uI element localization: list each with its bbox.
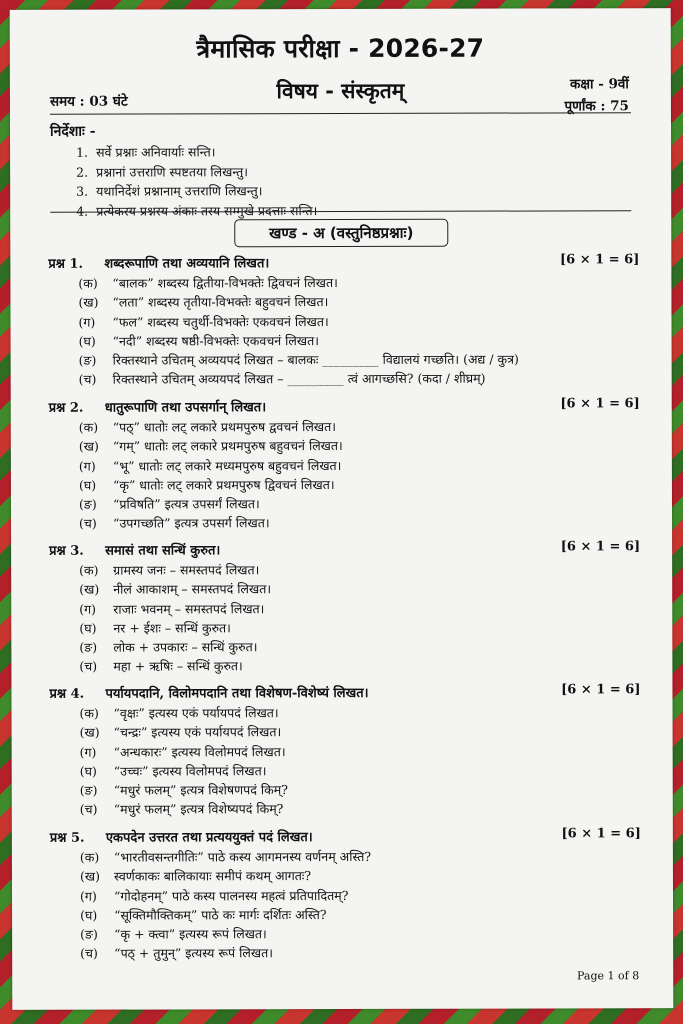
exam-title: त्रैमासिक परीक्षा - 2026-27	[196, 33, 485, 64]
item-label: (क)	[79, 562, 99, 578]
instructions-list	[76, 142, 317, 221]
question-item	[50, 800, 641, 821]
question-item	[48, 273, 639, 294]
item-label: (घ)	[78, 477, 97, 493]
item-label: (ङ)	[79, 639, 98, 655]
item-text: “वृक्षः” इत्यस्य एकं पर्यायपदं लिखत।	[113, 705, 279, 721]
question-marks: [6 × 1 = 6]	[561, 682, 641, 698]
instruction-item: 1. सर्वे प्रश्नाः अनिवार्याः सन्ति।	[76, 144, 216, 160]
item-text: “भू” धातोः लट् लकारे मध्यमपुरुष बहुवचनं लिखत।	[112, 457, 342, 474]
instructions-heading: निर्देशाः -	[49, 123, 96, 140]
item-label: (ङ)	[79, 782, 98, 798]
question-number: प्रश्न 4.	[49, 686, 85, 702]
item-label: (ख)	[79, 868, 100, 884]
item-text: “गम्” धातोः लट् लकारे प्रथमपुरुष बहुवचनं लिखत।	[112, 438, 343, 454]
item-text: “चन्द्रः” इत्यस्य एकं पर्यायपदं लिखत।	[113, 724, 282, 740]
item-text: “मधुरं फलम्” इत्यत्र विशेष्यपदं किम्?	[113, 801, 284, 818]
item-label: (च)	[78, 372, 97, 388]
section-heading: खण्ड - अ (वस्तुनिष्ठप्रश्नाः)	[234, 219, 448, 248]
item-text: “पठ् + तुमुन्” इत्यस्य रूपं लिखत।	[114, 945, 273, 962]
question-title: एकपदेन उत्तरत तथा प्रत्यययुक्तं पदं लिखत।	[105, 830, 313, 846]
question-marks: [6 × 1 = 6]	[560, 396, 640, 412]
question-item	[50, 703, 641, 724]
item-text: राजाः भवनम् – समस्तपदं लिखत।	[113, 600, 265, 617]
question-item	[49, 514, 640, 535]
item-label: (घ)	[80, 907, 98, 923]
item-text: लोक + उपकारः – सन्धिं कुरुत।	[113, 639, 258, 655]
question-item	[50, 723, 641, 744]
item-text: “नदी” शब्दस्य षष्ठी-विभक्तेः एकवचनं लिखत।	[112, 332, 320, 349]
item-text: रिक्तस्थाने उचितम् अव्ययपदं लिखत – बालकः _________ विद्यालयं गच्छति। (अद्य / कुत्र)	[112, 351, 519, 368]
question-item	[49, 370, 640, 391]
question-number: प्रश्न 5.	[49, 830, 85, 846]
question-block	[50, 826, 641, 964]
item-label: (घ)	[79, 620, 97, 636]
question-item	[49, 417, 640, 438]
item-label: (च)	[79, 802, 98, 818]
item-text: “सूक्तिमौक्तिकम्” पाठे कः मार्गः दर्शितः अस्ति?	[114, 906, 327, 923]
question-item	[50, 924, 641, 945]
exam-full-marks: पूर्णांक : 75	[564, 98, 629, 115]
question-item	[50, 847, 641, 868]
item-label: (ङ)	[78, 496, 97, 512]
instruction-item: 4. प्रत्येकस्य प्रश्नस्य अंकाः तस्य सम्मुखे प्रदत्ताः सन्ति।	[76, 202, 318, 219]
question-heading	[49, 396, 640, 419]
question-item	[49, 580, 640, 601]
exam-duration: समय : 03 घंटे	[49, 93, 128, 110]
question-item	[48, 312, 639, 333]
item-label: (ग)	[79, 888, 97, 904]
item-text: “भारतीवसन्तगीतिः” पाठे कस्य आगमनस्य वर्णनम् अस्ति?	[113, 848, 372, 865]
item-label: (क)	[78, 419, 99, 435]
question-heading	[49, 539, 640, 562]
question-item	[49, 331, 640, 352]
item-text: “गोदोहनम्” पाठे कस्य पालनस्य महत्वं प्रतिपादितम्?	[113, 887, 349, 904]
item-text: रिक्तस्थाने उचितम् अव्ययपदं लिखत – _________ त्वं आगच्छसि? (कदा / शीघ्रम्)	[112, 371, 486, 388]
item-text: “उच्चः” इत्यस्य विलोमपदं लिखत।	[113, 763, 267, 779]
page-number: Page 1 of 8	[577, 969, 640, 983]
item-label: (घ)	[78, 333, 96, 349]
item-text: ग्रामस्य जनः – समस्तपदं लिखत।	[113, 562, 260, 578]
question-marks: [6 × 1 = 6]	[561, 826, 641, 842]
question-title: धातुरूपाणि तथा उपसर्गान् लिखत।	[104, 400, 267, 416]
item-label: (क)	[78, 275, 98, 291]
item-label: (क)	[79, 705, 99, 721]
item-label: (घ)	[79, 763, 97, 779]
exam-subject: विषय - संस्कृतम्	[276, 78, 405, 104]
item-label: (क)	[79, 849, 100, 865]
question-item	[49, 618, 640, 639]
item-label: (ग)	[79, 744, 97, 760]
question-item	[49, 657, 640, 678]
item-text: “अन्धकारः” इत्यस्य विलोमपदं लिखत।	[113, 743, 286, 760]
question-block	[49, 539, 640, 677]
question-item	[50, 886, 641, 907]
question-title: समासं तथा सन्धिं कुरुत।	[105, 543, 221, 559]
question-heading	[48, 252, 639, 275]
question-item	[50, 742, 641, 763]
question-item	[49, 456, 640, 477]
item-text: “प्रविषति” इत्यत्र उपसर्गं लिखत।	[112, 496, 260, 512]
item-label: (ख)	[79, 581, 100, 597]
question-number: प्रश्न 3.	[49, 543, 84, 559]
item-label: (च)	[80, 946, 98, 962]
question-item	[49, 494, 640, 515]
item-text: “बालक” शब्दस्य द्वितीया-विभक्तेः द्विवचनं लिखत।	[112, 275, 338, 291]
question-item	[50, 905, 641, 926]
question-title: पर्यायपदानि, विलोमपदानि तथा विशेषण-विशेष्यं लिखत।	[105, 685, 369, 702]
item-label: (ख)	[78, 294, 99, 310]
item-text: नीलं आकाशम् – समस्तपदं लिखत।	[113, 581, 272, 597]
question-item	[49, 437, 640, 458]
item-label: (च)	[79, 516, 97, 532]
item-label: (ग)	[78, 458, 96, 474]
item-label: (ग)	[79, 601, 97, 617]
question-item	[49, 637, 640, 658]
item-text: “फल” शब्दस्य चतुर्थी-विभक्तेः एकवचनं लिखत।	[112, 313, 329, 330]
item-label: (च)	[79, 659, 98, 675]
question-item	[49, 475, 640, 496]
exam-class: कक्षा - 9वीं	[569, 76, 629, 93]
item-text: “मधुरं फलम्” इत्यत्र विशेषणपदं किम्?	[113, 782, 288, 798]
item-text: “कृ + क्त्वा” इत्यस्य रूपं लिखत।	[114, 926, 267, 942]
question-item	[50, 780, 641, 801]
item-label: (ङ)	[80, 926, 98, 942]
question-number: प्रश्न 2.	[48, 400, 84, 416]
question-block	[49, 396, 640, 534]
item-text: महा + ऋषिः – सन्धिं कुरुत।	[113, 658, 243, 675]
item-text: “कृ” धातोः लट् लकारे प्रथमपुरुष द्विवचनं लिखत।	[112, 476, 335, 493]
question-item	[49, 560, 640, 581]
item-text: नर + ईशः – सन्धिं कुरुत।	[113, 620, 231, 636]
question-item	[50, 944, 641, 965]
question-heading	[50, 826, 641, 849]
header-divider	[50, 112, 631, 115]
question-block	[48, 252, 639, 390]
item-text: “उपगच्छति” इत्यत्र उपसर्ग लिखत।	[113, 515, 270, 532]
instructions-divider	[50, 210, 631, 213]
exam-paper	[10, 8, 674, 1010]
question-title: शब्दरूपाणि तथा अव्ययानि लिखत।	[104, 256, 270, 272]
question-item	[49, 599, 640, 620]
item-label: (ङ)	[78, 352, 97, 368]
instruction-item: 3. यथानिर्देशं प्रश्नानाम् उत्तराणि लिखन्तु।	[76, 183, 263, 199]
question-number: प्रश्न 1.	[48, 256, 84, 272]
item-text: “लता” शब्दस्य तृतीया-विभक्तेः बहुवचनं लिखत।	[112, 294, 329, 310]
question-item	[49, 350, 640, 371]
item-label: (ख)	[78, 438, 99, 454]
instruction-item: 2. प्रश्नानां उत्तराणि स्पष्टतया लिखन्तु।	[76, 163, 249, 180]
question-item	[50, 761, 641, 782]
question-item	[50, 867, 641, 888]
item-label: (ग)	[78, 314, 96, 330]
question-marks: [6 × 1 = 6]	[560, 252, 640, 268]
question-item	[48, 293, 639, 314]
item-text: स्वर्णकाकः बालिकायाः समीपं कथम् आगतः?	[113, 868, 312, 884]
question-heading	[49, 682, 640, 705]
item-label: (ख)	[79, 724, 100, 740]
question-block	[49, 682, 640, 820]
question-marks: [6 × 1 = 6]	[560, 539, 641, 555]
item-text: “पठ्” धातोः लट् लकारे प्रथमपुरुष द्ववचनं लिखत।	[112, 419, 336, 435]
